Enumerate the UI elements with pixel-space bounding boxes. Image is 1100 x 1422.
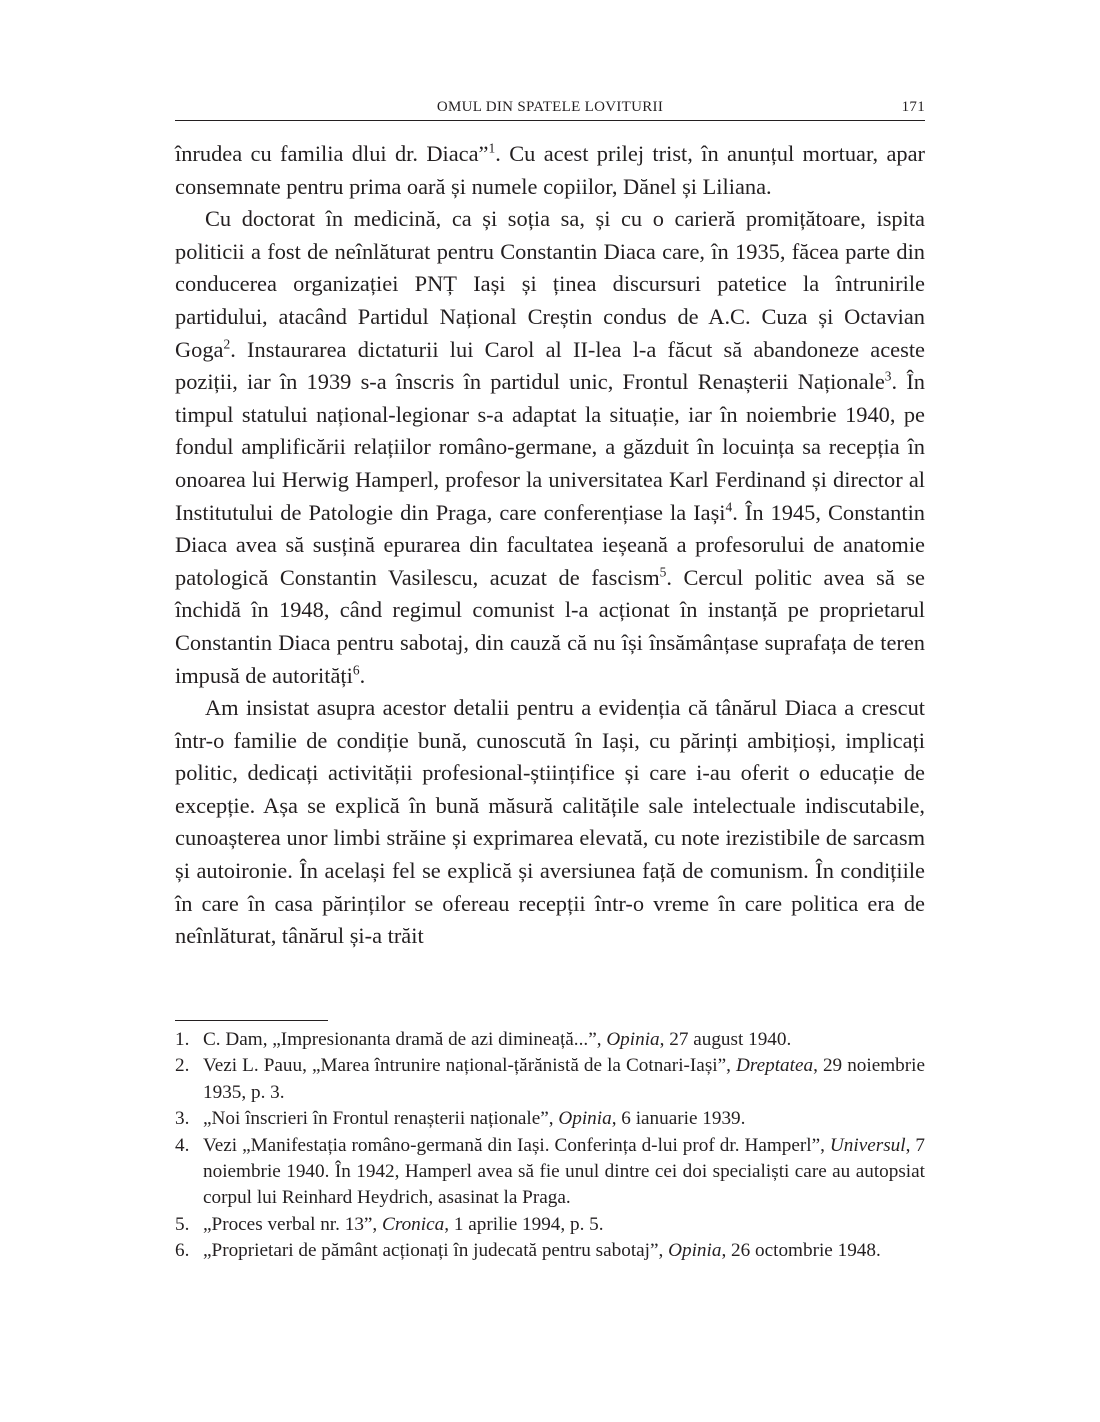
running-title: OMUL DIN SPATELE LOVITURII (436, 99, 664, 115)
footnote (175, 1053, 925, 1106)
footnote-number: 3. (175, 1108, 190, 1130)
paragraph: Cu doctorat în medicină, ca și soția sa, și cu o carieră promițătoare, ispita politicii a fost de neînlăturat pentru Constantin Diaca care, în 1935, făcea parte din conducerea organizației PNȚ Iași și ținea discursuri patetice la întrunirile partidului, atacând Partidul Național Creștin condus de A.C. Cuza și Octavian Goga$^2$. Instaurarea dictaturii lui Carol al II-lea l-a făcut să abandoneze aceste poziții, iar în 1939 s-a înscris în partidul unic, Frontul Renașterii Naționale$^3$. În timpul statului național-legionar s-a adaptat la situație, iar în noiembrie 1940, pe fondul amplificării relațiilor româno-germane, a găzduit în locuința sa recepția în onoarea lui Herwig Hamperl, profesor la universitatea Karl Ferdinand și director al Institutului de Patologie din Praga, care conferențiase la Iași$^4$. În 1945, Constantin Diaca avea să susțină epurarea din facultatea ieșeană a profesorului de anatomie patologică Constantin Vasilescu, acuzat de fascism$^5$. Cercul politic avea să se închidă în 1948, când regimul comunist l-a acționat în instanță pe proprietarul Constantin Diaca pentru sabotaj, din cauză că nu își însămânțase suprafața de teren impusă de autorități$^6$. (175, 206, 926, 688)
footnote-reference[interactable]: 3 (884, 368, 892, 384)
footnotes (175, 1027, 925, 1265)
page-number: 171 (901, 99, 925, 115)
publication-title: Opinia (668, 1240, 722, 1262)
footnote-separator (175, 1020, 328, 1021)
footnote-text: Vezi „Manifestația româno-germană din Iași. Conferința d-lui prof dr. Hamperl”, Universul, 7 noiembrie 1940. În 1942, Hamperl avea să fie unul dintre cei doi specialiști care au autopsiat corpul lui Reinhard Heydrich, asasinat la Praga. (203, 1134, 925, 1209)
footnote-reference[interactable]: 4 (725, 499, 733, 515)
header-rule (175, 120, 925, 121)
footnote-text: „Noi înscrieri în Frontul renașterii naționale”, Opinia, 6 ianuarie 1939. (203, 1108, 746, 1130)
footnote-number: 2. (175, 1055, 190, 1077)
footnote (175, 1106, 925, 1132)
footnote-reference[interactable]: 1 (488, 140, 496, 156)
footnote-text: „Proces verbal nr. 13”, Cronica, 1 aprilie 1994, p. 5. (203, 1213, 604, 1235)
footnote-number: 6. (175, 1240, 190, 1262)
footnote (175, 1238, 925, 1264)
publication-title: Universul (829, 1134, 906, 1156)
footnote-text: „Proprietari de pământ acționați în judecată pentru sabotaj”, Opinia, 26 octombrie 1948. (203, 1240, 881, 1262)
paragraph: Am insistat asupra acestor detalii pentru a evidenția că tânărul Diaca a crescut într-o familie de condiție bună, cunoscută în Iași, cu părinți ambițioși, implicați politic, dedicați activității profesional-științifice și care i-au oferit o educație de excepție. Așa se explică în bună măsură calitățile sale intelectuale indiscutabile, cunoașterea unor limbi străine și exprimarea elevată, cu note irezistibile de sarcasm și autoironie. În același fel se explică și aversiunea față de comunism. În condițiile în care în casa părinților se ofereau recepții într-o vreme în care politica era de neînlăturat, tânărul și-a trăit (175, 695, 925, 949)
body-text (175, 138, 925, 953)
publication-title: Cronica (382, 1213, 445, 1235)
paragraph: înrudea cu familia dlui dr. Diaca”$^1$. Cu acest prilej trist, în anunțul mortuar, apar consemnate pentru prima oară și numele copiilor, Dănel și Liliana. (175, 140, 926, 199)
footnote-reference[interactable]: 2 (223, 336, 231, 352)
footnote-text: C. Dam, „Impresionanta dramă de azi dimineață...”, Opinia, 27 august 1940. (203, 1029, 792, 1050)
footnote-number: 4. (175, 1134, 190, 1156)
footnote-text: Vezi L. Pauu, „Marea întrunire național-țărănistă de la Cotnari-Iași”, Dreptatea, 29 noiembrie 1935, p. 3. (203, 1055, 925, 1103)
footnote (175, 1133, 925, 1212)
footnote-number: 5. (175, 1213, 190, 1235)
footnote (175, 1212, 925, 1238)
footnote (175, 1027, 925, 1053)
publication-title: Opinia (606, 1029, 660, 1050)
footnote-reference[interactable]: 5 (659, 564, 667, 580)
running-head (175, 99, 925, 119)
publication-title: Dreptatea (736, 1055, 814, 1077)
publication-title: Opinia (558, 1108, 612, 1130)
footnote-number: 1. (175, 1029, 190, 1050)
footnote-reference[interactable]: 6 (352, 662, 360, 678)
